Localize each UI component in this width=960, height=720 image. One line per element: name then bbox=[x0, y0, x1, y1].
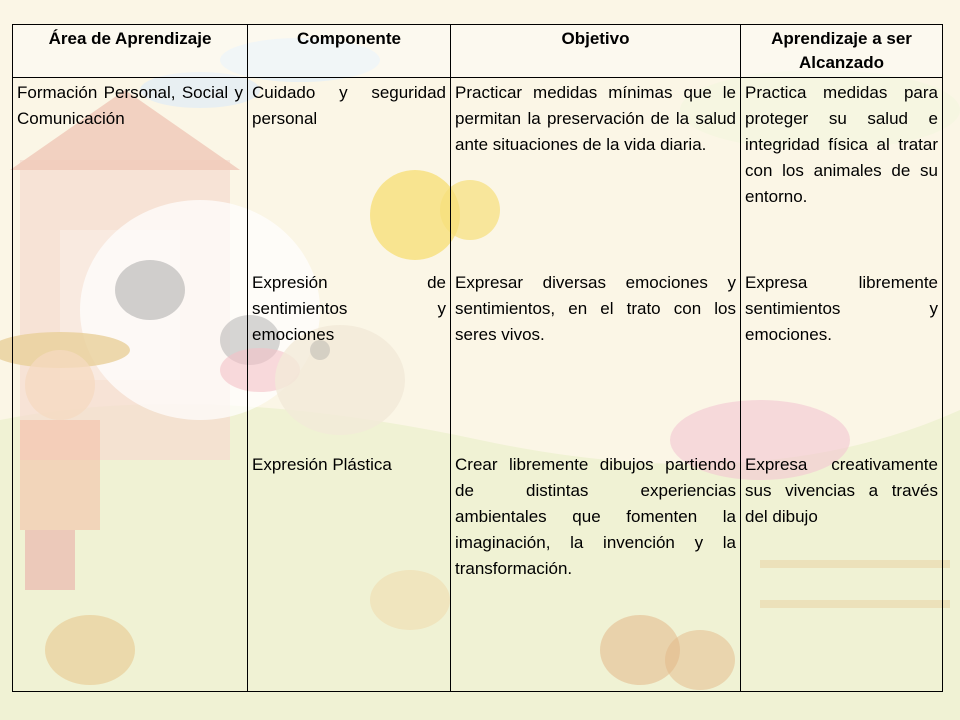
objetivo-1: Practicar medidas mínimas que le permitan la preservación de la salud ante situaciones de la vida diaria. bbox=[455, 83, 736, 154]
area-cell bbox=[13, 78, 248, 692]
componente-2: Expresión de sentimientos y emociones bbox=[252, 273, 446, 344]
header-area: Área de Aprendizaje bbox=[13, 25, 248, 78]
componente-cell bbox=[248, 78, 451, 692]
objetivo-2: Expresar diversas emociones y sentimientos, en el trato con los seres vivos. bbox=[455, 273, 736, 344]
header-objetivo: Objetivo bbox=[451, 25, 741, 78]
aprendizaje-3: Expresa creativamente sus vivencias a través del dibujo bbox=[745, 455, 938, 526]
header-aprendizaje: Aprendizaje a ser Alcanzado bbox=[741, 25, 943, 78]
aprendizaje-2: Expresa libremente sentimientos y emociones. bbox=[745, 273, 938, 344]
header-componente: Componente bbox=[248, 25, 451, 78]
objetivo-3: Crear libremente dibujos partiendo de distintas experiencias ambientales que fomenten la imaginación, la invención y la transformación. bbox=[455, 455, 736, 578]
componente-1: Cuidado y seguridad personal bbox=[252, 83, 446, 128]
learning-objectives-table bbox=[12, 24, 943, 692]
componente-3: Expresión Plástica bbox=[252, 455, 392, 474]
table-header-row bbox=[13, 25, 943, 78]
objetivo-cell bbox=[451, 78, 741, 692]
table-row bbox=[13, 78, 943, 692]
aprendizaje-cell bbox=[741, 78, 943, 692]
aprendizaje-1: Practica medidas para proteger su salud e integridad física al tratar con los animales de su entorno. bbox=[745, 83, 938, 206]
area-text: Formación Personal, Social y Comunicación bbox=[17, 83, 243, 128]
